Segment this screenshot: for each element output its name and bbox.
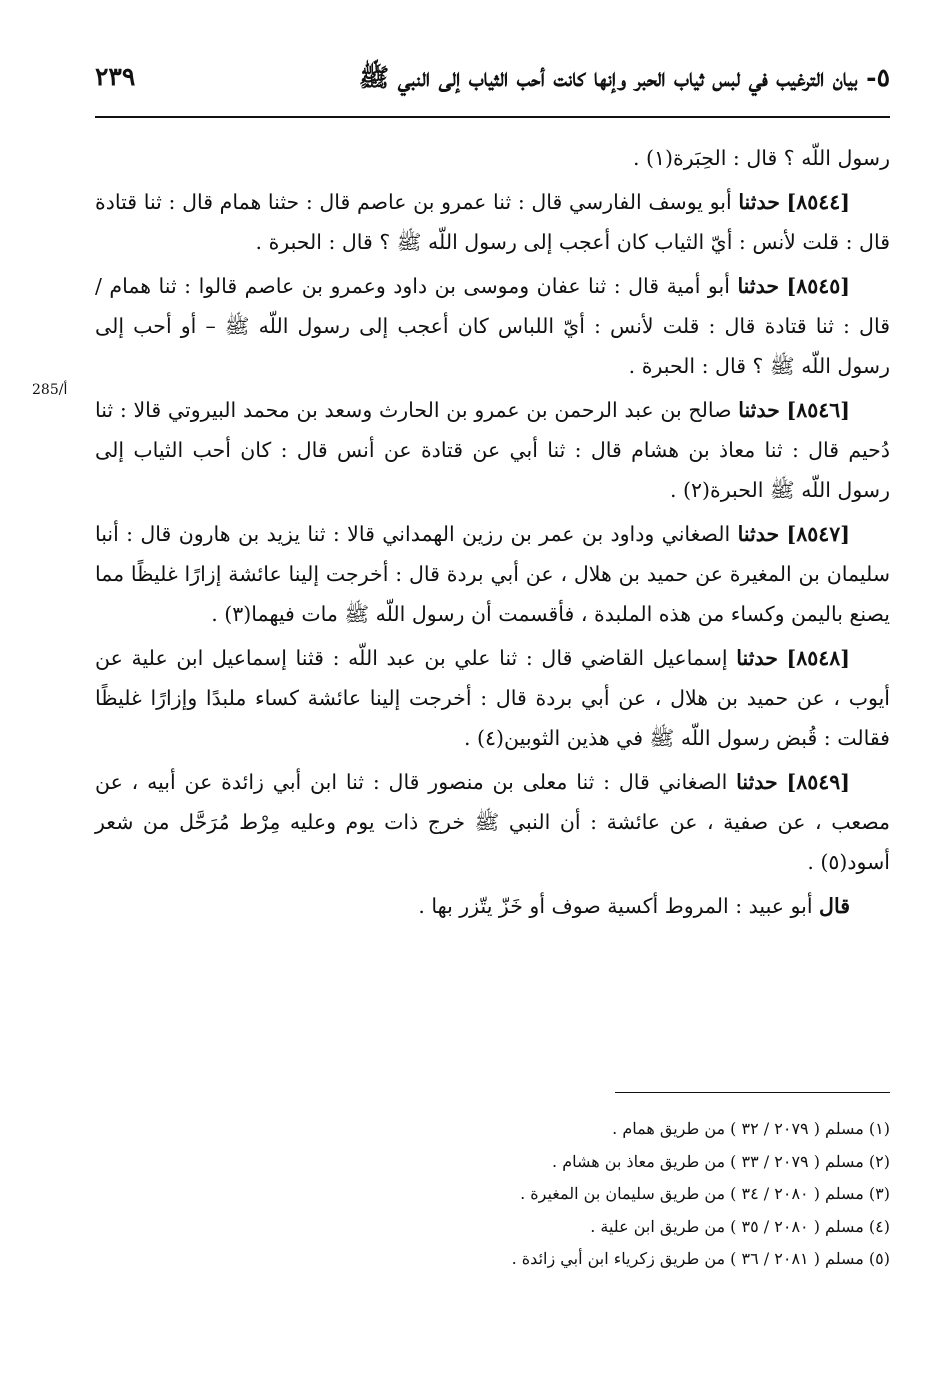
running-title: ٥- بيان الترغيب في لبس ثياب الحبر وإنها كانت أحب الثياب إلى النبي ﷺ bbox=[358, 63, 890, 92]
paragraph-text: الصغاني وداود بن عمر بن رزين الهمداني قالا : ثنا يزيد بن هارون قال : أنبا سليمان بن المغيرة عن حميد بن هلال ، عن أبي بردة قال : أخرجت إلينا عائشة إزارًا غليظًا مما يصنع باليمن وكساء من هذه الملبدة ، فأقسمت أن رسول اللّه ﷺ مات فيهما(٣) . bbox=[95, 522, 890, 626]
hadith-number: [٨٥٤٧] bbox=[786, 522, 850, 546]
hadith-keyword: حدثنا bbox=[736, 646, 778, 670]
hadith-number: [٨٥٤٩] bbox=[786, 770, 850, 794]
paragraph-text: الصغاني قال : ثنا معلى بن منصور قال : ثنا ابن أبي زائدة عن أبيه ، عن مصعب ، عن صفية ، عن عائشة : أن النبي ﷺ خرج ذات يوم وعليه مِرْط مُرَحَّل من شعر أسود(٥) . bbox=[95, 770, 890, 874]
main-text bbox=[95, 138, 890, 930]
paragraph-text: صالح بن عبد الرحمن بن عمرو بن الحارث وسعد بن محمد البيروتي قالا : ثنا دُحيم قال : ثنا معاذ بن هشام قال : ثنا أبي عن قتادة عن أنس قال : كان أحب الثياب إلى رسول اللّه ﷺ الحبرة(٢) . bbox=[95, 398, 890, 502]
hadith-8547 bbox=[95, 514, 890, 634]
paragraph-text: إسماعيل القاضي قال : ثنا علي بن عبد اللّه : قثنا إسماعيل ابن علية عن أيوب ، عن حميد بن هلال ، عن أبي بردة قال : أخرجت إلينا عائشة كساء ملبدًا وإزارًا غليظًا فقالت : قُبض رسول اللّه ﷺ في هذين الثوبين(٤) . bbox=[95, 646, 890, 750]
hadith-8544 bbox=[95, 182, 890, 262]
hadith-number: [٨٥٤٤] bbox=[786, 190, 850, 214]
footnote-3: (٣) مسلم ( ٢٠٨٠ / ٣٤ ) من طريق سليمان بن المغيرة . bbox=[520, 1184, 890, 1203]
paragraph-text: رسول اللّه ؟ قال : الحِبَرة(١) . bbox=[632, 146, 890, 170]
hadith-number: [٨٥٤٦] bbox=[786, 398, 850, 422]
page-header bbox=[95, 62, 890, 112]
header-rule bbox=[95, 116, 890, 118]
hadith-keyword: حدثنا bbox=[738, 190, 780, 214]
paragraph-continuation bbox=[95, 138, 890, 178]
hadith-8549 bbox=[95, 762, 890, 882]
margin-folio-note: 285/أ bbox=[32, 382, 68, 398]
hadith-keyword: حدثنا bbox=[736, 770, 778, 794]
hadith-number: [٨٥٤٨] bbox=[786, 646, 850, 670]
hadith-keyword: حدثنا bbox=[737, 522, 780, 546]
hadith-number: [٨٥٤٥] bbox=[786, 274, 850, 298]
hadith-8546 bbox=[95, 390, 890, 510]
note-keyword: قال bbox=[819, 894, 850, 918]
footnote-rule bbox=[615, 1092, 890, 1093]
hadith-8545 bbox=[95, 266, 890, 386]
footnote-5: (٥) مسلم ( ٢٠٨١ / ٣٦ ) من طريق زكرياء ابن أبي زائدة . bbox=[511, 1249, 890, 1268]
paragraph-text: أبو يوسف الفارسي قال : ثنا عمرو بن عاصم قال : حثنا همام قال : ثنا قتادة قال : قلت لأنس : أيّ الثياب كان أعجب إلى رسول اللّه ﷺ ؟ قال : الحبرة . bbox=[95, 190, 890, 254]
footnotes bbox=[380, 1113, 890, 1276]
hadith-keyword: حدثنا bbox=[738, 398, 780, 422]
page-number: ٢٣٩ bbox=[95, 62, 136, 91]
abu-ubaid-note bbox=[95, 886, 890, 926]
hadith-8548 bbox=[95, 638, 890, 758]
footnote-2: (٢) مسلم ( ٢٠٧٩ / ٣٣ ) من طريق معاذ بن هشام . bbox=[552, 1151, 890, 1171]
footnote-4: (٤) مسلم ( ٢٠٨٠ / ٣٥ ) من طريق ابن علية . bbox=[590, 1216, 890, 1236]
paragraph-text: أبو أمية قال : ثنا عفان وموسى بن داود وعمرو بن عاصم قالوا : ثنا همام / قال : ثنا قتادة قال : قلت لأنس : أيّ اللباس كان أعجب إلى رسول اللّه ﷺ – أو أحب إلى رسول اللّه ﷺ ؟ قال : الحبرة . bbox=[95, 274, 890, 378]
hadith-keyword: حدثنا bbox=[737, 274, 780, 298]
footnote-1: (١) مسلم ( ٢٠٧٩ / ٣٢ ) من طريق همام . bbox=[612, 1119, 890, 1138]
paragraph-text: أبو عبيد : المروط أكسية صوف أو خَزّ يتّزر بها . bbox=[418, 894, 813, 918]
